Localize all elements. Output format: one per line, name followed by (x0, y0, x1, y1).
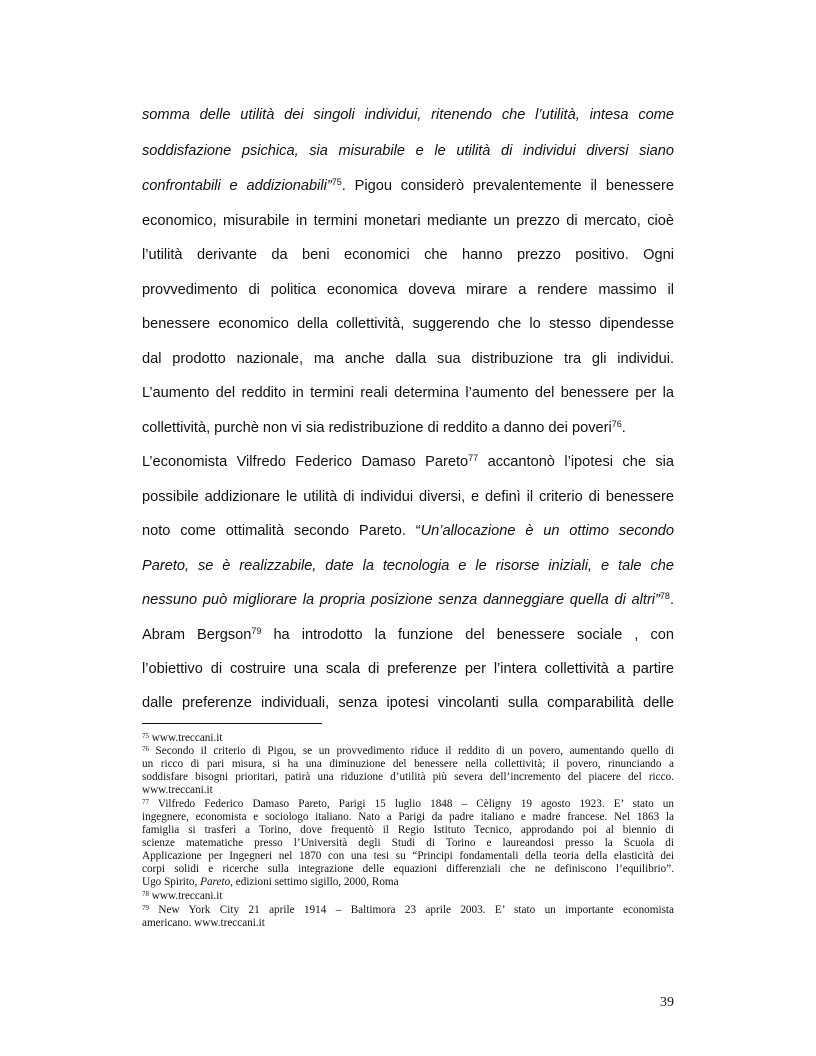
body-text: collettività, purchè non vi sia redistribuzione di reddito a danno dei poveri (142, 420, 612, 436)
footnote-77-line-7 (142, 876, 674, 889)
footnote-ref-78[interactable]: 78 (659, 591, 670, 601)
body-line-17: l’obiettivo di costruire una scala di preferenze per l’intera collettività a partire (142, 661, 674, 677)
body-line-2: soddisfazione psichica, sia misurabile e le utilità di individui diversi siano (142, 143, 674, 159)
body-line-9: L’aumento del reddito in termini reali determina l’aumento del benessere per la (142, 385, 674, 401)
body-text: L’economista Vilfredo Federico Damaso Pareto (142, 454, 469, 470)
footnote-text: www.treccani.it (149, 732, 223, 744)
footnote-ref-76[interactable]: 76 (611, 419, 622, 429)
body-line-15 (142, 591, 674, 609)
body-line-5: l’utilità derivante da beni economici che hanno prezzo positivo. Ogni (142, 247, 674, 263)
page-number: 39 (660, 995, 674, 1010)
footnote-separator (142, 723, 322, 724)
footnote-text: New York City 21 aprile 1914 – Baltimora 23 aprile 2003. E’ stato un importante economista (149, 904, 674, 916)
footnote-text: edizioni settimo sigillo, 2000, Roma (232, 876, 399, 888)
footnote-79-line-1 (142, 904, 674, 917)
body-line-1: somma delle utilità dei singoli individui, ritenendo che l’utilità, intesa come (142, 107, 674, 123)
footnote-text: Ugo Spirito, (142, 876, 201, 888)
footnote-text: Vilfredo Federico Damaso Pareto, Parigi 15 luglio 1848 – Cèligny 19 agosto 1923. E’ stato un (149, 798, 674, 810)
footnote-75 (142, 732, 674, 745)
footnote-text: www.treccani.it (149, 890, 223, 902)
body-line-4: economico, misurabile in termini monetari mediante un prezzo di mercato, cioè (142, 213, 674, 229)
footnote-77-line-5: Applicazione per Ingegneri nel 1870 con una tesi su “Principi fondamentali della teoria della elasticità dei (142, 850, 674, 862)
footnote-76-line-1 (142, 745, 674, 758)
quote-text: confrontabili e addizionabili” (142, 178, 332, 194)
body-line-12: possibile addizionare le utilità di individui diversi, e definì il criterio di benessere (142, 489, 674, 505)
footnote-79-line-2: americano. www.treccani.it (142, 917, 265, 929)
footnote-number: 78 (142, 890, 149, 898)
body-line-18: dalle preferenze individuali, senza ipotesi vincolanti sulla comparabilità delle (142, 695, 674, 711)
quote-text: nessuno può migliorare la propria posizione senza danneggiare quella di altri” (142, 592, 660, 608)
footnote-number: 79 (142, 904, 149, 912)
body-line-13 (142, 522, 674, 540)
footnote-77-line-4: scienze matematiche presso l’Università degli Studi di Torino e laureandosi presso la Scuola di (142, 837, 674, 849)
body-line-16 (142, 626, 674, 644)
body-line-14: Pareto, se è realizzabile, date la tecnologia e le risorse iniziali, e tale che (142, 558, 674, 574)
body-text: . (621, 420, 626, 436)
body-line-8: dal prodotto nazionale, ma anche dalla sua distribuzione tra gli individui. (142, 351, 674, 367)
footnote-77-line-6: corpi solidi e ricerche sulla integrazione delle equazioni differenziali che ne definiscono l’equilibrio”. (142, 863, 674, 875)
body-text: ha introdotto la funzione del benessere sociale , con (261, 627, 674, 643)
footnote-ref-79[interactable]: 79 (251, 626, 262, 636)
body-text: . (669, 592, 674, 608)
body-line-10 (142, 419, 674, 437)
body-text: noto come ottimalità secondo Pareto. “ (142, 523, 421, 539)
body-text: Abram Bergson (142, 627, 252, 643)
footnote-number: 76 (142, 745, 149, 753)
body-text: . Pigou considerò prevalentemente il benessere (341, 178, 674, 194)
footnote-76-line-2: un ricco di pari misura, si ha una diminuzione del benessere nella collettività; il povero, rinunciando a (142, 758, 674, 770)
book-title: Pareto, (200, 876, 233, 888)
footnote-text: Secondo il criterio di Pigou, se un provvedimento riduce il reddito di un povero, aumentando quello di (149, 745, 674, 757)
footnote-76-line-3: soddisfare bisogni prioritari, patirà una riduzione d’utilità più severa dell’incremento del piacere del ricco. (142, 771, 674, 783)
footnote-76-line-4: www.treccani.it (142, 784, 213, 796)
footnote-77-line-2: ingegnere, economista e sociologo italiano. Nato a Parigi da padre italiano e madre francese. Nel 1863 la (142, 811, 674, 823)
body-line-3 (142, 177, 674, 195)
body-line-7: benessere economico della collettività, suggerendo che lo stesso dipendesse (142, 316, 674, 332)
footnote-number: 75 (142, 732, 149, 740)
quote-text: Un’allocazione è un ottimo secondo (420, 523, 674, 539)
footnote-78 (142, 890, 674, 903)
footnote-77-line-1 (142, 798, 674, 811)
footnote-77-line-3: famiglia si trasferì a Torino, dove frequentò il Regio Istituto Tecnico, approdando poi al biennio di (142, 824, 674, 836)
footnote-ref-75[interactable]: 75 (331, 177, 342, 187)
body-line-6: provvedimento di politica economica doveva mirare a rendere massimo il (142, 282, 674, 298)
footnote-ref-77[interactable]: 77 (468, 453, 479, 463)
body-text: accantonò l’ipotesi che sia (478, 454, 674, 470)
footnote-number: 77 (142, 798, 149, 806)
body-line-11 (142, 453, 674, 471)
